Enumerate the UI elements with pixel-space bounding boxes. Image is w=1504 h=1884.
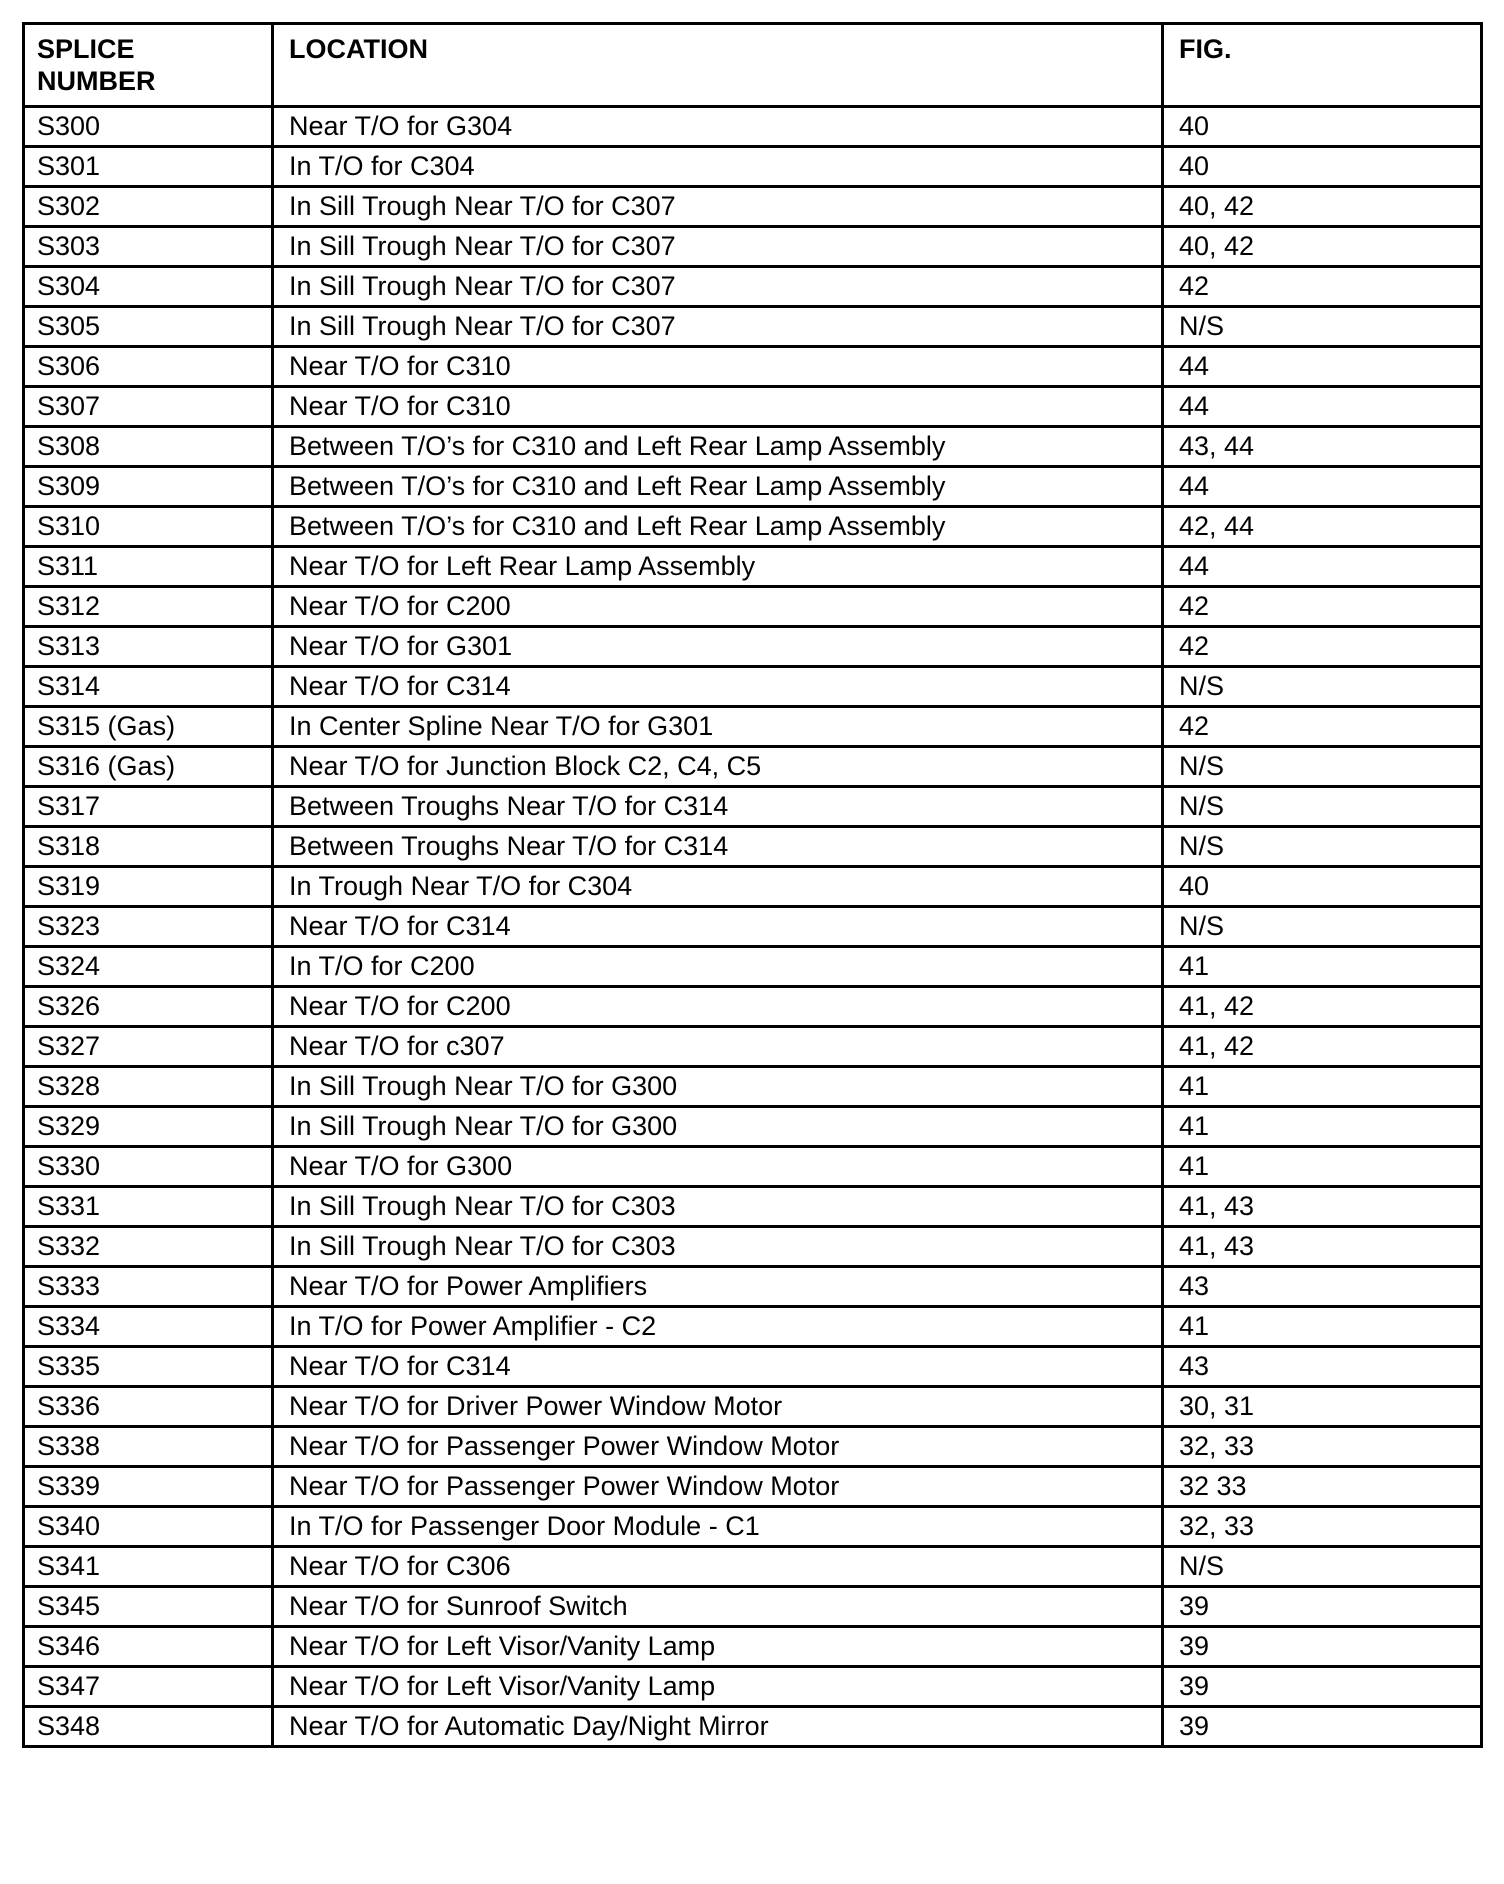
table-row (24, 347, 1482, 387)
fig-cell: 43 (1163, 1347, 1482, 1387)
location-cell: Between T/O’s for C310 and Left Rear Lamp Assembly (273, 507, 1163, 547)
fig-cell: 39 (1163, 1707, 1482, 1747)
table-row (24, 827, 1482, 867)
splice-number-cell: S300 (24, 107, 273, 147)
location-cell: Near T/O for c307 (273, 1027, 1163, 1067)
location-cell: Near T/O for C306 (273, 1547, 1163, 1587)
location-cell: In Trough Near T/O for C304 (273, 867, 1163, 907)
table-row (24, 1467, 1482, 1507)
table-header-row (24, 24, 1482, 107)
fig-cell: 40, 42 (1163, 227, 1482, 267)
table-row (24, 747, 1482, 787)
fig-cell: N/S (1163, 747, 1482, 787)
splice-number-cell: S323 (24, 907, 273, 947)
table-row (24, 267, 1482, 307)
splice-number-cell: S327 (24, 1027, 273, 1067)
table-row (24, 1027, 1482, 1067)
location-cell: Near T/O for C310 (273, 347, 1163, 387)
fig-cell: 43, 44 (1163, 427, 1482, 467)
splice-number-cell: S329 (24, 1107, 273, 1147)
header-location: LOCATION (273, 24, 1163, 107)
splice-number-cell: S333 (24, 1267, 273, 1307)
fig-cell: 39 (1163, 1667, 1482, 1707)
table-row (24, 587, 1482, 627)
location-cell: In Sill Trough Near T/O for G300 (273, 1067, 1163, 1107)
table-row (24, 1187, 1482, 1227)
table-row (24, 907, 1482, 947)
table-row (24, 1627, 1482, 1667)
splice-number-cell: S348 (24, 1707, 273, 1747)
fig-cell: 40 (1163, 867, 1482, 907)
location-cell: Near T/O for C314 (273, 667, 1163, 707)
table-row (24, 627, 1482, 667)
splice-number-cell: S306 (24, 347, 273, 387)
fig-cell: N/S (1163, 787, 1482, 827)
location-cell: Near T/O for Passenger Power Window Motor (273, 1467, 1163, 1507)
table-row (24, 1547, 1482, 1587)
table-row (24, 227, 1482, 267)
location-cell: Near T/O for Left Visor/Vanity Lamp (273, 1667, 1163, 1707)
location-cell: In Sill Trough Near T/O for C307 (273, 227, 1163, 267)
table-row (24, 507, 1482, 547)
splice-number-cell: S339 (24, 1467, 273, 1507)
splice-number-cell: S302 (24, 187, 273, 227)
location-cell: Near T/O for Left Visor/Vanity Lamp (273, 1627, 1163, 1667)
location-cell: Between Troughs Near T/O for C314 (273, 827, 1163, 867)
location-cell: Near T/O for C310 (273, 387, 1163, 427)
splice-number-cell: S340 (24, 1507, 273, 1547)
location-cell: In Sill Trough Near T/O for C307 (273, 187, 1163, 227)
splice-number-cell: S319 (24, 867, 273, 907)
table-row (24, 787, 1482, 827)
table-row (24, 867, 1482, 907)
fig-cell: 42 (1163, 707, 1482, 747)
fig-cell: N/S (1163, 827, 1482, 867)
fig-cell: 42 (1163, 267, 1482, 307)
splice-number-cell: S332 (24, 1227, 273, 1267)
table-row (24, 1707, 1482, 1747)
fig-cell: 41 (1163, 1147, 1482, 1187)
fig-cell: 44 (1163, 547, 1482, 587)
table-row (24, 1067, 1482, 1107)
fig-cell: N/S (1163, 307, 1482, 347)
table-row (24, 427, 1482, 467)
splice-number-cell: S338 (24, 1427, 273, 1467)
location-cell: Near T/O for G300 (273, 1147, 1163, 1187)
location-cell: Between T/O’s for C310 and Left Rear Lamp Assembly (273, 427, 1163, 467)
fig-cell: 41, 43 (1163, 1227, 1482, 1267)
splice-number-cell: S312 (24, 587, 273, 627)
splice-number-cell: S317 (24, 787, 273, 827)
splice-number-cell: S346 (24, 1627, 273, 1667)
table-row (24, 1147, 1482, 1187)
location-cell: Near T/O for C314 (273, 907, 1163, 947)
table-row (24, 1667, 1482, 1707)
table-row (24, 987, 1482, 1027)
table-row (24, 307, 1482, 347)
fig-cell: 40, 42 (1163, 187, 1482, 227)
location-cell: In Sill Trough Near T/O for G300 (273, 1107, 1163, 1147)
fig-cell: N/S (1163, 1547, 1482, 1587)
splice-number-cell: S336 (24, 1387, 273, 1427)
location-cell: Near T/O for C200 (273, 587, 1163, 627)
fig-cell: 32, 33 (1163, 1507, 1482, 1547)
location-cell: Near T/O for Junction Block C2, C4, C5 (273, 747, 1163, 787)
splice-number-cell: S347 (24, 1667, 273, 1707)
splice-number-cell: S310 (24, 507, 273, 547)
splice-number-cell: S307 (24, 387, 273, 427)
header-fig: FIG. (1163, 24, 1482, 107)
table-row (24, 1387, 1482, 1427)
location-cell: In Center Spline Near T/O for G301 (273, 707, 1163, 747)
location-cell: Between T/O’s for C310 and Left Rear Lamp Assembly (273, 467, 1163, 507)
location-cell: In Sill Trough Near T/O for C303 (273, 1227, 1163, 1267)
table-row (24, 667, 1482, 707)
splice-number-cell: S345 (24, 1587, 273, 1627)
table-row (24, 147, 1482, 187)
fig-cell: 41, 42 (1163, 1027, 1482, 1067)
location-cell: In Sill Trough Near T/O for C307 (273, 267, 1163, 307)
table-row (24, 1227, 1482, 1267)
table-row (24, 107, 1482, 147)
fig-cell: 40 (1163, 147, 1482, 187)
fig-cell: 32, 33 (1163, 1427, 1482, 1467)
location-cell: Near T/O for Left Rear Lamp Assembly (273, 547, 1163, 587)
table-row (24, 1587, 1482, 1627)
fig-cell: 44 (1163, 347, 1482, 387)
location-cell: In T/O for Power Amplifier - C2 (273, 1307, 1163, 1347)
location-cell: In T/O for C200 (273, 947, 1163, 987)
table-row (24, 1107, 1482, 1147)
table-row (24, 1307, 1482, 1347)
fig-cell: 41 (1163, 1307, 1482, 1347)
splice-number-cell: S331 (24, 1187, 273, 1227)
location-cell: Near T/O for C314 (273, 1347, 1163, 1387)
table-row (24, 1427, 1482, 1467)
location-cell: Near T/O for Driver Power Window Motor (273, 1387, 1163, 1427)
table-body (24, 107, 1482, 1747)
splice-number-cell: S311 (24, 547, 273, 587)
splice-number-cell: S316 (Gas) (24, 747, 273, 787)
fig-cell: 42, 44 (1163, 507, 1482, 547)
table-row (24, 707, 1482, 747)
splice-number-cell: S301 (24, 147, 273, 187)
fig-cell: 44 (1163, 387, 1482, 427)
fig-cell: 39 (1163, 1627, 1482, 1667)
fig-cell: 41 (1163, 947, 1482, 987)
splice-number-cell: S341 (24, 1547, 273, 1587)
fig-cell: 40 (1163, 107, 1482, 147)
splice-location-table (22, 22, 1483, 1748)
table-row (24, 467, 1482, 507)
splice-number-cell: S326 (24, 987, 273, 1027)
header-splice-line2: NUMBER (37, 66, 156, 96)
location-cell: Near T/O for Sunroof Switch (273, 1587, 1163, 1627)
location-cell: In T/O for C304 (273, 147, 1163, 187)
location-cell: Near T/O for Power Amplifiers (273, 1267, 1163, 1307)
location-cell: Near T/O for Passenger Power Window Motor (273, 1427, 1163, 1467)
splice-number-cell: S330 (24, 1147, 273, 1187)
splice-number-cell: S334 (24, 1307, 273, 1347)
splice-number-cell: S318 (24, 827, 273, 867)
splice-number-cell: S315 (Gas) (24, 707, 273, 747)
table-row (24, 187, 1482, 227)
fig-cell: 42 (1163, 587, 1482, 627)
splice-number-cell: S335 (24, 1347, 273, 1387)
splice-number-cell: S314 (24, 667, 273, 707)
splice-number-cell: S305 (24, 307, 273, 347)
splice-number-cell: S303 (24, 227, 273, 267)
table-row (24, 547, 1482, 587)
location-cell: In Sill Trough Near T/O for C307 (273, 307, 1163, 347)
splice-number-cell: S308 (24, 427, 273, 467)
fig-cell: 43 (1163, 1267, 1482, 1307)
fig-cell: N/S (1163, 667, 1482, 707)
splice-number-cell: S324 (24, 947, 273, 987)
header-splice-number (24, 24, 273, 107)
splice-number-cell: S313 (24, 627, 273, 667)
table-row (24, 1507, 1482, 1547)
fig-cell: 42 (1163, 627, 1482, 667)
table-row (24, 1267, 1482, 1307)
fig-cell: 32 33 (1163, 1467, 1482, 1507)
location-cell: Near T/O for G301 (273, 627, 1163, 667)
fig-cell: N/S (1163, 907, 1482, 947)
fig-cell: 41, 43 (1163, 1187, 1482, 1227)
fig-cell: 41 (1163, 1107, 1482, 1147)
location-cell: In Sill Trough Near T/O for C303 (273, 1187, 1163, 1227)
splice-number-cell: S328 (24, 1067, 273, 1107)
location-cell: Near T/O for C200 (273, 987, 1163, 1027)
table-row (24, 387, 1482, 427)
fig-cell: 41, 42 (1163, 987, 1482, 1027)
location-cell: Near T/O for G304 (273, 107, 1163, 147)
splice-number-cell: S309 (24, 467, 273, 507)
header-splice-line1: SPLICE (37, 34, 135, 64)
fig-cell: 39 (1163, 1587, 1482, 1627)
location-cell: In T/O for Passenger Door Module - C1 (273, 1507, 1163, 1547)
table-row (24, 947, 1482, 987)
fig-cell: 30, 31 (1163, 1387, 1482, 1427)
splice-number-cell: S304 (24, 267, 273, 307)
fig-cell: 44 (1163, 467, 1482, 507)
table-row (24, 1347, 1482, 1387)
location-cell: Near T/O for Automatic Day/Night Mirror (273, 1707, 1163, 1747)
location-cell: Between Troughs Near T/O for C314 (273, 787, 1163, 827)
fig-cell: 41 (1163, 1067, 1482, 1107)
